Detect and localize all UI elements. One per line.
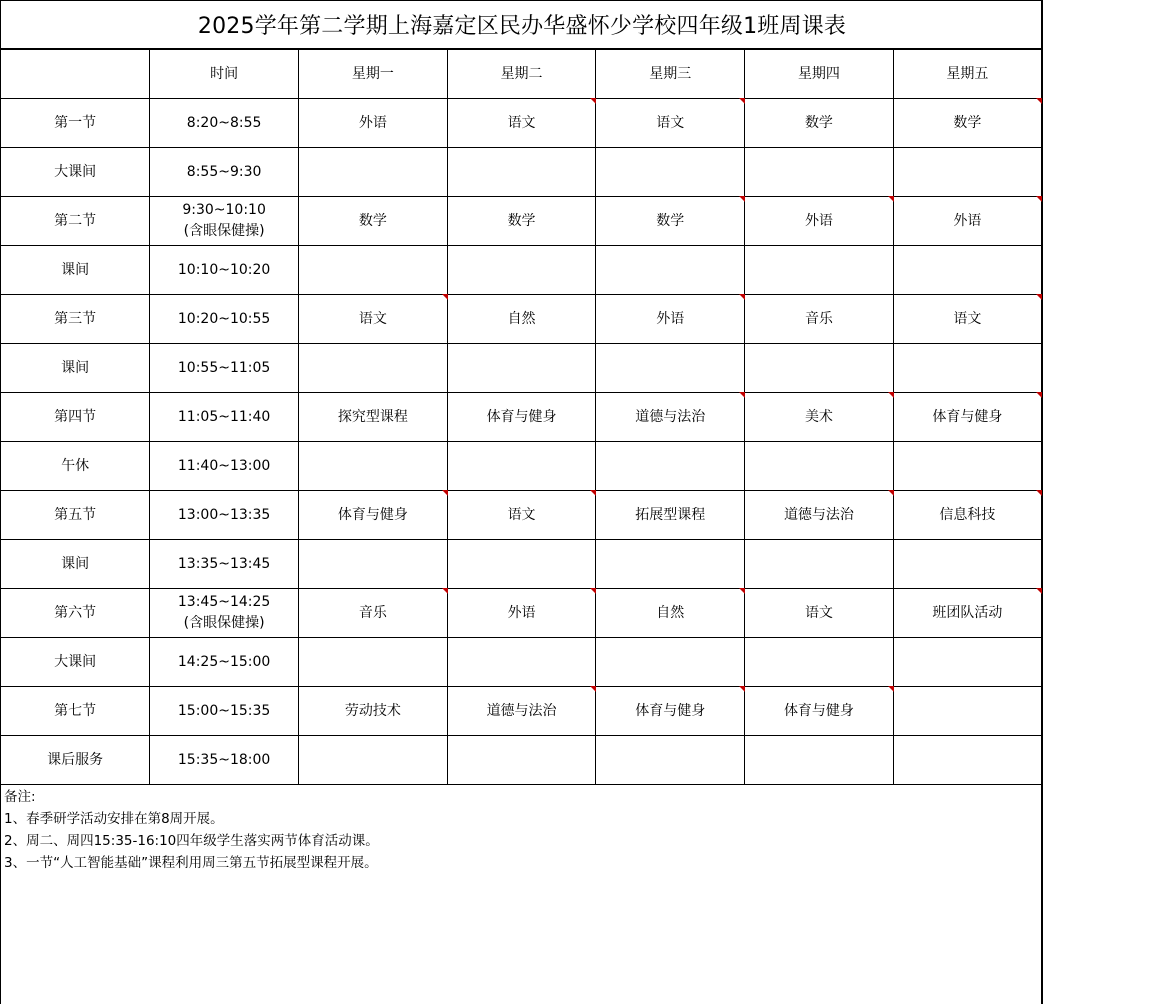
comment-indicator[interactable] <box>1036 294 1042 300</box>
course-cell[interactable] <box>447 442 596 491</box>
table-row <box>1 246 1041 295</box>
course-cell[interactable]: 语文 <box>745 589 894 638</box>
comment-indicator[interactable] <box>1036 490 1042 496</box>
course-cell[interactable] <box>745 442 894 491</box>
comment-indicator[interactable] <box>1036 98 1042 104</box>
course-cell[interactable] <box>745 540 894 589</box>
time-cell[interactable] <box>150 393 299 442</box>
course-cell[interactable]: 音乐 <box>745 295 894 344</box>
timetable <box>1 49 1041 785</box>
period-cell[interactable]: 大课间 <box>1 638 150 687</box>
course-cell[interactable] <box>447 246 596 295</box>
comment-indicator[interactable] <box>1036 196 1042 202</box>
course-cell[interactable] <box>745 344 894 393</box>
header-row <box>1 50 1041 99</box>
timetable-title[interactable]: 2025学年第二学期上海嘉定区民办华盛怀少学校四年级1班周课表 <box>1 0 1043 49</box>
course-cell[interactable] <box>447 638 596 687</box>
period-cell[interactable]: 大课间 <box>1 148 150 197</box>
time-cell[interactable] <box>150 148 299 197</box>
period-cell[interactable]: 课间 <box>1 540 150 589</box>
course-cell[interactable] <box>596 442 745 491</box>
time-cell[interactable] <box>150 99 299 148</box>
period-cell[interactable]: 第七节 <box>1 687 150 736</box>
table-row <box>1 344 1041 393</box>
course-cell[interactable]: 数学 <box>299 197 448 246</box>
course-cell[interactable]: 班团队活动 <box>893 589 1041 638</box>
time-text: 14:25~15:00 <box>177 653 271 670</box>
period-cell[interactable]: 第一节 <box>1 99 150 148</box>
course-cell[interactable]: 美术 <box>745 393 894 442</box>
course-cell[interactable] <box>299 638 448 687</box>
course-cell[interactable] <box>745 638 894 687</box>
course-cell[interactable] <box>893 638 1041 687</box>
course-cell[interactable]: 外语 <box>299 99 448 148</box>
time-text: 13:00~13:35 <box>177 506 271 523</box>
course-cell[interactable] <box>447 148 596 197</box>
course-cell[interactable] <box>299 442 448 491</box>
course-cell[interactable] <box>596 148 745 197</box>
time-text: 10:20~10:55 <box>177 310 271 327</box>
course-cell[interactable]: 劳动技术 <box>299 687 448 736</box>
course-cell[interactable]: 体育与健身 <box>893 393 1041 442</box>
table-row <box>1 491 1041 540</box>
course-cell[interactable]: 语文 <box>893 295 1041 344</box>
time-text: 15:35~18:00 <box>177 751 271 768</box>
time-text: 10:10~10:20 <box>177 261 271 278</box>
time-text: 13:35~13:45 <box>177 555 271 572</box>
course-cell[interactable] <box>596 246 745 295</box>
time-cell[interactable] <box>150 589 299 638</box>
header-cell[interactable] <box>1 50 150 99</box>
course-cell[interactable] <box>596 638 745 687</box>
course-cell[interactable] <box>447 344 596 393</box>
course-cell[interactable] <box>299 540 448 589</box>
course-cell[interactable]: 体育与健身 <box>447 393 596 442</box>
period-cell[interactable]: 第二节 <box>1 197 150 246</box>
header-cell[interactable]: 星期四 <box>745 50 894 99</box>
time-text: 10:55~11:05 <box>177 359 271 376</box>
course-cell[interactable]: 语文 <box>447 99 596 148</box>
course-cell[interactable] <box>596 540 745 589</box>
course-cell[interactable]: 外语 <box>745 197 894 246</box>
time-cell[interactable] <box>150 442 299 491</box>
table-row <box>1 393 1041 442</box>
course-cell[interactable] <box>893 148 1041 197</box>
table-row <box>1 148 1041 197</box>
course-cell[interactable]: 拓展型课程 <box>596 491 745 540</box>
time-cell[interactable] <box>150 295 299 344</box>
course-cell[interactable]: 语文 <box>447 491 596 540</box>
time-cell[interactable] <box>150 491 299 540</box>
comment-indicator[interactable] <box>1036 392 1042 398</box>
time-cell[interactable] <box>150 687 299 736</box>
course-cell[interactable]: 外语 <box>893 197 1041 246</box>
table-row <box>1 99 1041 148</box>
time-cell[interactable] <box>150 736 299 785</box>
table-row <box>1 638 1041 687</box>
table-row <box>1 589 1041 638</box>
course-cell[interactable]: 体育与健身 <box>596 687 745 736</box>
period-cell[interactable]: 课后服务 <box>1 736 150 785</box>
period-cell[interactable]: 第三节 <box>1 295 150 344</box>
course-cell[interactable]: 数学 <box>596 197 745 246</box>
course-cell[interactable] <box>745 148 894 197</box>
time-text: 15:00~15:35 <box>177 702 271 719</box>
course-cell[interactable] <box>596 344 745 393</box>
course-cell[interactable]: 外语 <box>447 589 596 638</box>
time-text: (含眼保健操) <box>183 615 265 631</box>
time-text: 11:40~13:00 <box>177 457 271 474</box>
course-cell[interactable]: 语文 <box>299 295 448 344</box>
course-cell[interactable]: 道德与法治 <box>596 393 745 442</box>
course-cell[interactable] <box>299 246 448 295</box>
period-cell[interactable]: 课间 <box>1 344 150 393</box>
header-cell[interactable]: 星期五 <box>893 50 1041 99</box>
period-cell[interactable]: 课间 <box>1 246 150 295</box>
course-cell[interactable] <box>299 344 448 393</box>
header-cell[interactable]: 星期一 <box>299 50 448 99</box>
table-row <box>1 540 1041 589</box>
time-cell[interactable] <box>150 197 299 246</box>
time-text: 13:45~14:25 <box>177 594 271 610</box>
course-cell[interactable]: 数学 <box>447 197 596 246</box>
table-row <box>1 687 1041 736</box>
course-cell[interactable]: 体育与健身 <box>299 491 448 540</box>
course-cell[interactable]: 数学 <box>893 99 1041 148</box>
course-cell[interactable]: 信息科技 <box>893 491 1041 540</box>
comment-indicator[interactable] <box>1036 588 1042 594</box>
course-cell[interactable] <box>596 736 745 785</box>
notes-section[interactable] <box>4 786 379 874</box>
course-cell[interactable]: 语文 <box>596 99 745 148</box>
course-cell[interactable] <box>447 540 596 589</box>
course-cell[interactable]: 体育与健身 <box>745 687 894 736</box>
course-cell[interactable] <box>447 736 596 785</box>
course-cell[interactable] <box>893 442 1041 491</box>
period-cell[interactable]: 第六节 <box>1 589 150 638</box>
course-cell[interactable]: 外语 <box>596 295 745 344</box>
table-row <box>1 442 1041 491</box>
header-cell[interactable]: 星期三 <box>596 50 745 99</box>
table-row <box>1 197 1041 246</box>
header-cell[interactable]: 时间 <box>150 50 299 99</box>
course-cell[interactable] <box>893 246 1041 295</box>
course-cell[interactable] <box>745 736 894 785</box>
course-cell[interactable] <box>893 344 1041 393</box>
note-line: 3、一节“人工智能基础”课程利用周三第五节拓展型课程开展。 <box>4 855 378 871</box>
course-cell[interactable]: 道德与法治 <box>447 687 596 736</box>
table-row <box>1 736 1041 785</box>
course-cell[interactable]: 道德与法治 <box>745 491 894 540</box>
table-row <box>1 295 1041 344</box>
time-cell[interactable] <box>150 344 299 393</box>
header-cell[interactable]: 星期二 <box>447 50 596 99</box>
time-text: 8:55~9:30 <box>186 163 262 180</box>
course-cell[interactable]: 自然 <box>596 589 745 638</box>
course-cell[interactable]: 数学 <box>745 99 894 148</box>
course-cell[interactable] <box>893 540 1041 589</box>
time-cell[interactable] <box>150 540 299 589</box>
time-cell[interactable] <box>150 638 299 687</box>
course-cell[interactable]: 探究型课程 <box>299 393 448 442</box>
course-cell[interactable] <box>745 246 894 295</box>
note-line: 2、周二、周四15:35-16:10四年级学生落实两节体育活动课。 <box>4 833 379 849</box>
notes-heading: 备注: <box>4 789 36 805</box>
time-text: (含眼保健操) <box>183 223 265 239</box>
course-cell[interactable] <box>893 687 1041 736</box>
time-text: 9:30~10:10 <box>182 202 266 218</box>
course-cell[interactable] <box>893 736 1041 785</box>
course-cell[interactable]: 音乐 <box>299 589 448 638</box>
note-line: 1、春季研学活动安排在第8周开展。 <box>4 811 224 827</box>
time-text: 8:20~8:55 <box>186 114 262 131</box>
time-cell[interactable] <box>150 246 299 295</box>
time-text: 11:05~11:40 <box>177 408 271 425</box>
course-cell[interactable] <box>299 148 448 197</box>
course-cell[interactable]: 自然 <box>447 295 596 344</box>
period-cell[interactable]: 第四节 <box>1 393 150 442</box>
course-cell[interactable] <box>299 736 448 785</box>
period-cell[interactable]: 午休 <box>1 442 150 491</box>
period-cell[interactable]: 第五节 <box>1 491 150 540</box>
